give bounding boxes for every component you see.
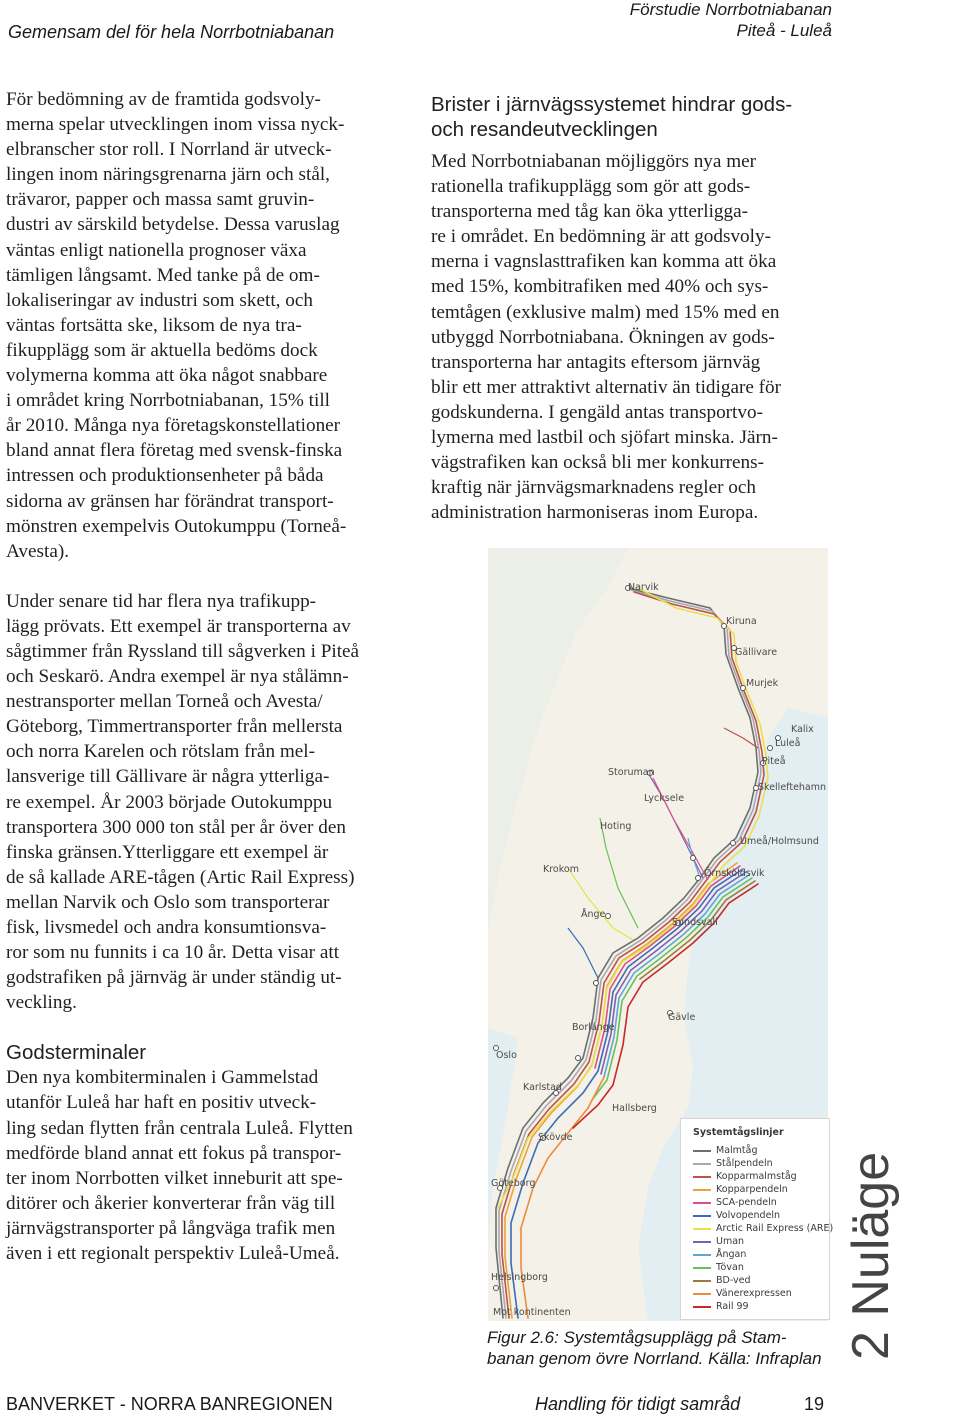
text-line: Med Norrbotniabanan möjliggörs nya mer	[431, 151, 757, 172]
text-line: ter inom Norrbotten vilket inneburit att spe-	[6, 1167, 343, 1189]
legend-label: Volvopendeln	[716, 1210, 781, 1221]
legend-swatch	[693, 1306, 711, 1308]
map-label-hoting: Hoting	[600, 821, 632, 832]
text-line: ling sedan flytten från centrala Luleå. Flytten	[6, 1117, 353, 1139]
map-label-ornskoldsvik: Örnsköldsvik	[704, 868, 765, 879]
text-line: ditörer och åkerier konverterar från väg till	[6, 1192, 336, 1214]
text-line: veckling.	[6, 992, 77, 1014]
heading-line: och resandeutvecklingen	[431, 118, 658, 141]
text-line: med 15%, kombitrafiken med 40% och sys-	[431, 276, 769, 298]
map-label-sundsvall: Sundsvall	[672, 917, 718, 928]
legend-label: Kopparmalmståg	[716, 1171, 797, 1182]
legend-item	[693, 1249, 746, 1262]
legend-swatch	[693, 1215, 711, 1217]
text-line: dustri av särskild betydelse. Dessa varuslag	[6, 214, 340, 236]
text-line: kraftig när järnvägsmarknadens regler och	[431, 477, 756, 499]
text-line: transporterna har antagits eftersom järnväg	[431, 351, 761, 373]
text-line: de så kallade ARE-tågen (Artic Rail Express)	[6, 866, 355, 888]
legend-label: Tövan	[716, 1262, 744, 1273]
legend-label: Rail 99	[716, 1301, 749, 1312]
map-label-krokom: Krokom	[543, 864, 579, 875]
legend-item	[693, 1262, 744, 1275]
legend-label: Malmtåg	[716, 1145, 758, 1156]
text-line: lingen inom näringsgrenarna järn och stål,	[6, 164, 330, 186]
footer-document-type: Handling för tidigt samråd	[535, 1394, 741, 1414]
text-line: Under senare tid har flera nya trafikupp-	[6, 590, 317, 612]
legend-item	[693, 1171, 797, 1184]
text-line: mönstren exempelvis Outokumppu (Torneå-	[6, 515, 347, 537]
text-line: fisk, livsmedel och andra konsumtionsva-	[6, 917, 327, 938]
map-label-mot-kontinenten: Mot kontinenten	[493, 1307, 571, 1318]
heading-line: Brister i järnvägssystemet hindrar gods-	[431, 93, 793, 116]
text-line: trävaror, papper och massa samt gruvin-	[6, 189, 315, 211]
legend-item	[693, 1301, 749, 1314]
legend-swatch	[693, 1293, 711, 1295]
legend-swatch	[693, 1176, 711, 1178]
left-paragraph-3	[6, 1065, 411, 1266]
text-line: intressen och produktionsenheter på båda	[6, 465, 324, 487]
map-label-skelleftehamn: Skelleftehamn	[758, 782, 827, 793]
text-line: utanför Luleå har haft en positiv utveck-	[6, 1092, 317, 1114]
text-line: re exempel. År 2003 började Outokumppu	[6, 791, 333, 813]
text-line: och Seskarö. Andra exempel är nya stålämn-	[6, 666, 349, 688]
text-line: medförde bland annat ett fokus på transpor-	[6, 1142, 342, 1164]
map-label-narvik: Narvik	[628, 582, 659, 593]
text-line: fikupplägg som är aktuella bedöms dock	[6, 339, 318, 361]
text-line: ror som nu funnits i ca 10 år. Detta visar att	[6, 942, 340, 964]
text-line: väntas fortsätta ske, liksom de nya tra-	[6, 314, 302, 336]
text-line: lägg prövats. Ett exempel är transporterna av	[6, 615, 351, 637]
legend-swatch	[693, 1241, 711, 1243]
caption-line: banan genom övre Norrland. Källa: Infraplan	[487, 1349, 822, 1368]
text-line: sågtimmer från Ryssland till sågverken i Piteå	[6, 640, 360, 662]
map-label-storuman: Storuman	[608, 767, 655, 778]
map-label-skovde: Skövde	[538, 1132, 573, 1143]
header-left-title: Gemensam del för hela Norrbotniabanan	[8, 22, 335, 42]
text-line: Avesta).	[6, 540, 70, 562]
legend-item	[693, 1288, 792, 1301]
map-label-gavle: Gävle	[668, 1012, 696, 1023]
map-label-oslo: Oslo	[496, 1050, 517, 1061]
text-line: För bedömning av de framtida godsvoly-	[6, 89, 321, 110]
legend-swatch	[693, 1267, 711, 1269]
legend-item	[693, 1197, 777, 1210]
page-number: 19	[804, 1394, 825, 1414]
figure-caption	[487, 1327, 822, 1369]
map-label-goteborg: Göteborg	[491, 1178, 536, 1189]
map-label-karlstad: Karlstad	[523, 1082, 562, 1093]
text-line: re i området. En bedömning är att godsvoly-	[431, 226, 771, 248]
map-label-murjek: Murjek	[746, 678, 779, 689]
text-line: blir ett mer attraktivt alternativ än tidigare för	[431, 376, 782, 398]
text-line: godskunderna. I gengäld antas transportvo-	[431, 401, 763, 423]
legend-item	[693, 1158, 773, 1171]
legend-swatch	[693, 1150, 711, 1152]
text-line: mellan Narvik och Oslo som transporterar	[6, 891, 330, 913]
left-paragraph-2	[6, 589, 411, 1016]
legend-label: Uman	[716, 1236, 745, 1247]
legend-label: BD-ved	[716, 1275, 751, 1286]
text-line: i området kring Norrbotniabanan, 15% till	[6, 390, 330, 412]
text-line: vägstrafiken kan också bli mer konkurrens-	[431, 452, 765, 474]
section-tab-label: 2 Nuläge	[842, 1151, 900, 1360]
text-line: sidorna av gränsen har förändrat transport-	[6, 490, 334, 512]
section-tab	[842, 1150, 902, 1360]
map-label-ange: Ånge	[581, 909, 606, 920]
legend-item	[693, 1275, 751, 1288]
text-line: transportera 300 000 ton stål per år över den	[6, 816, 346, 838]
legend-label: Kopparpendeln	[716, 1184, 788, 1195]
legend-label: Vänerexpressen	[716, 1288, 792, 1299]
legend-swatch	[693, 1228, 711, 1230]
map-label-hallsberg: Hallsberg	[612, 1103, 657, 1114]
legend-item	[693, 1145, 758, 1158]
text-line: rationella trafikupplägg som gör att gods-	[431, 176, 751, 198]
map-label-kiruna: Kiruna	[726, 616, 757, 627]
map-label-borlange: Borlänge	[572, 1022, 615, 1033]
legend-item	[693, 1236, 744, 1249]
text-line: bland annat flera företag med svensk-finska	[6, 440, 343, 462]
text-line: godstrafiken på järnväg är under ständig ut-	[6, 967, 342, 989]
godsterminaler-heading: Godsterminaler	[6, 1041, 147, 1065]
legend-swatch	[693, 1280, 711, 1282]
text-line: volymerna komma att öka något snabbare	[6, 365, 328, 387]
text-line: merna spelar utvecklingen inom vissa nyck-	[6, 114, 345, 136]
caption-line: Figur 2.6: Systemtågsupplägg på Stam-	[487, 1328, 787, 1347]
text-line: Göteborg, Timmertransporter från mellersta	[6, 716, 343, 738]
legend-swatch	[693, 1163, 711, 1165]
left-column	[6, 87, 411, 1266]
map-label-lulea: Luleå	[775, 738, 801, 749]
text-line: transporterna med tåg kan öka ytterligga-	[431, 201, 749, 223]
left-paragraph-1	[6, 87, 411, 564]
text-line: lymerna med lastbil och sjöfart minska. Järn-	[431, 427, 778, 449]
legend-title: Systemtågslinjer	[693, 1127, 784, 1138]
legend-swatch	[693, 1254, 711, 1256]
text-line: lansverige till Gällivare är några ytterliga-	[6, 766, 330, 788]
text-line: administration harmoniseras inom Europa.	[431, 502, 759, 524]
text-line: år 2010. Många nya företagskonstellationer	[6, 415, 341, 437]
footer-organization: BANVERKET - NORRA BANREGIONEN	[6, 1394, 333, 1414]
text-line: utbyggd Norrbotniabana. Ökningen av gods-	[431, 326, 775, 348]
text-line: järnvägstransporter på långväga trafik men	[6, 1217, 336, 1239]
right-column	[431, 149, 836, 525]
header-document-title: Förstudie Norrbotniabanan	[629, 0, 832, 19]
legend-item	[693, 1184, 788, 1197]
map-label-lycksele: Lycksele	[644, 793, 685, 804]
text-line: elbranscher stor roll. I Norrland är utveck-	[6, 139, 332, 161]
map-label-gallivare: Gällivare	[735, 647, 778, 658]
map-label-umea: Umeå/Holmsund	[740, 836, 819, 847]
text-line: och norra Karelen och rötslam från mel-	[6, 741, 315, 763]
legend-swatch	[693, 1202, 711, 1204]
text-line: temtågen (exklusive malm) med 15% med en	[431, 301, 780, 323]
legend-label: Arctic Rail Express (ARE)	[716, 1223, 834, 1234]
legend-label: SCA-pendeln	[716, 1197, 777, 1208]
map-legend	[680, 1118, 834, 1320]
map-label-pitea: Piteå	[762, 756, 786, 767]
map-label-helsingborg: Helsingborg	[491, 1272, 548, 1283]
legend-label: Ångan	[716, 1249, 747, 1260]
legend-item	[693, 1210, 780, 1223]
legend-item	[693, 1223, 833, 1236]
text-line: finska gränsen.Ytterliggare ett exempel är	[6, 841, 329, 863]
legend-swatch	[693, 1189, 711, 1191]
text-line: väntas enligt nationella prognoser växa	[6, 239, 307, 261]
text-line: tämligen långsamt. Med tanke på de om-	[6, 264, 320, 286]
text-line: merna i vagnslasttrafiken kan komma att öka	[431, 251, 777, 273]
map-label-kalix: Kalix	[791, 724, 814, 735]
text-line: även i ett regionalt perspektiv Luleå-Umeå.	[6, 1243, 340, 1265]
text-line: nestransporter mellan Torneå och Avesta/	[6, 691, 323, 713]
right-section-heading	[431, 92, 792, 142]
text-line: lokaliseringar av industri som skett, och	[6, 289, 313, 311]
legend-label: Stålpendeln	[716, 1158, 773, 1169]
text-line: Den nya kombiterminalen i Gammelstad	[6, 1067, 319, 1089]
header-route: Piteå - Luleå	[736, 21, 832, 40]
